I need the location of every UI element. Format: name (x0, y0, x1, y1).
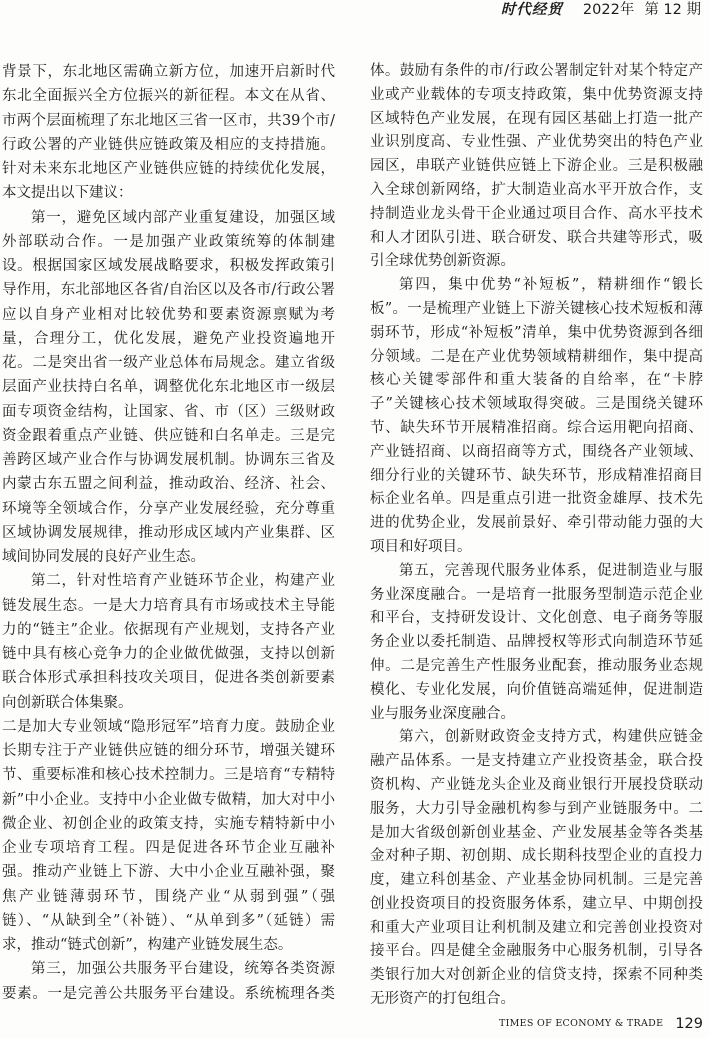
body-paragraph: 第四，集中优势“补短板”，精耕细作“锻长板”。一是梳理产业链上下游关键核心技术短板和薄弱环节，形成“补短板”清单，集中优势资源到各细分领域。二是在产业优势领域精耕细作，集中提高核心关键零部件和重大装备的自给率，在“卡脖子”关键核心技术领域取得突破。三是围绕关键环节、缺失环节开展精准招商。综合运用靶向招商、产业链招商、以商招商等方式，围绕各产业领域、细分行业的关键环节、缺失环节，形成精准招商目标企业名单。四是重点引进一批资金雄厚、技术先进的优势企业，发展前景好、牵引带动能力强的大项目和好项目。 (370, 277, 703, 555)
right-column (370, 60, 703, 1008)
page-header (501, 0, 701, 20)
issue-year: 2022年 (582, 2, 635, 18)
magazine-name: TIMES OF ECONOMY & TRADE (498, 1018, 664, 1029)
body-paragraph: 背景下，东北地区需确立新方位，加速开启新时代东北全面振兴全方位振兴的新征程。本文在从省、市两个层面梳理了东北地区三省一区市，共39个市/行政公署的产业链供应链政策及相应的支持措施。针对未来东北地区产业链供应链的持续优化发展，本文提出以下建议： (2, 64, 335, 202)
body-paragraph: 第三，加强公共服务平台建设，统筹各类资源要素。一是完善公共服务平台建设。系统梳理各类 (2, 961, 335, 1002)
journal-name: 时代经贸 (500, 2, 563, 18)
page-footer (499, 1013, 703, 1033)
issue-number: 第 12 期 (644, 2, 701, 18)
body-paragraph: 第五，完善现代服务业体系，促进制造业与服务业深度融合。一是培育一批服务型制造示范企业和平台，支持研发设计、文化创意、电子商务等服务企业以委托制造、品牌授权等形式向制造环节延伸。二是完善生产性服务业配套，推动服务业态规模化、专业化发展，向价值链高端延伸，促进制造业与服务业深度融合。 (370, 562, 703, 722)
left-column (2, 60, 335, 1008)
body-paragraph: 第六，创新财政资金支持方式，构建供应链金融产品体系。一是支持建立产业投资基金，联合投资机构、产业链龙头企业及商业银行开展投贷联动服务，大力引导金融机构参与到产业链服务中。二是加大省级创新创业基金、产业发展基金等各类基金对种子期、初创期、成长期科技型企业的直投力度，建立科创基金、产业基金协同机制。三是完善创业投资项目的投资服务体系，建立早、中期创投和重大产业项目让利机制及建立和完善创业投资对接平台。四是健全金融服务中心服务机制，引导各类银行加大对创新企业的信贷支持，探索不同种类无形资产的打包组合。 (370, 729, 703, 1008)
page-number: 129 (675, 1015, 703, 1032)
body-paragraph: 体。鼓励有条件的市/行政公署制定针对某个特定产业或产业载体的专项支持政策，集中优势资源支持区域特色产业发展，在现有园区基础上打造一批产业识别度高、专业性强、产业优势突出的特色产业园区，串联产业链供应链上下游企业。三是积极融入全球创新网络，扩大制造业高水平开放合作，支持制造业龙头骨干企业通过项目合作、高水平技术和人才团队引进、联合研发、联合共建等形式，吸引全球优势创新资源。 (370, 63, 703, 270)
body-paragraph: 第二，针对性培育产业链环节企业，构建产业链发展生态。一是大力培育具有市场或技术主导能力的“链主”企业。依据现有产业规划，支持各产业链中具有核心竞争力的企业做优做强，支持以创新联合体形式承担科技攻关项目，促进各类创新要素向创新联合体集聚。 (2, 573, 335, 711)
body-paragraph: 二是加大专业领域“隐形冠军”培育力度。鼓励企业长期专注于产业链供应链的细分环节，增强关键环节、重要标准和核心技术控制力。三是培育“专精特新”中小企业。支持中小企业做专做精，加大对中小微企业、初创企业的政策支持，实施专精特新中小企业专项培育工程。四是促进各环节企业互融补强。推动产业链上下游、大中小企业互融补强，聚焦产业链薄弱环节，围绕产业“从弱到强”（强链）、“从缺到全”（补链）、“从单到多”（延链）需求，推动“链式创新”，构建产业链发展生态。 (2, 718, 335, 953)
body-paragraph: 第一，避免区域内部产业重复建设，加强区域外部联动合作。一是加强产业政策统筹的体制建设。根据国家区域发展战略要求，积极发挥政策引导作用，东北部地区各省/自治区以及各市/行政公署应以自身产业相对比较优势和要素资源禀赋为考量，合理分工，优化发展，避免产业投资遍地开花。二是突出省一级产业总体布局规念。建立省级层面产业扶持白名单，调整优化东北地区市一级层面专项资金结构，让国家、省、市（区）三级财政资金跟着重点产业链、供应链和白名单走。三是完善跨区域产业合作与协调发展机制。协调东三省及内蒙古东五盟之间利益，推动政治、经济、社会、环境等全领域合作，分享产业发展经验，充分尊重区域协调发展规律，推动形成区域内产业集群、区域间协同发展的良好产业生态。 (2, 209, 335, 565)
